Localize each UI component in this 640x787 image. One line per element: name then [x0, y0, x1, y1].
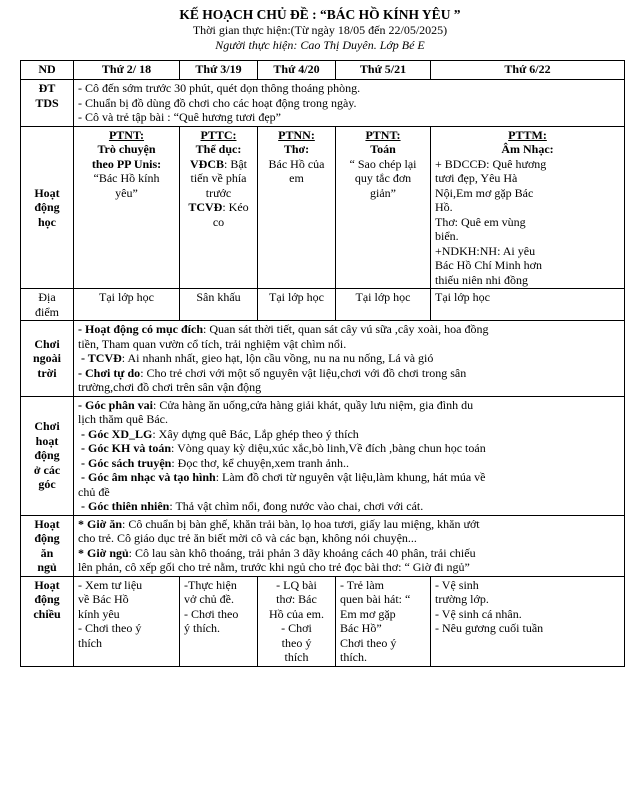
document-header [0, 0, 640, 53]
row-label-dttds: ĐT TDS [21, 80, 74, 127]
table-header-row [21, 61, 625, 80]
row-label-choi-ngoai-troi: Chơi ngoài trời [21, 321, 74, 397]
outdoor-play-content: - Hoạt động có mục đích: Quan sát thời tiết, quan sát cây vú sữa ,cây xoài, hoa đồng tiền, Tham quan vườn cổ tích, trải nghiệm vật chìm nổi. - TCVĐ: Ai nhanh nhất, gieo hạt, lộn cầu vồng, nu na nu nống, Lá và gió - Chơi tự do: Cho trẻ chơi với một số nguyên vật liệu,chơi với đồ chơi trong sân trường,chơi đồ chơi trên sân vận động [74, 321, 625, 397]
location-tue: Sân khấu [180, 289, 258, 321]
row-choi-ngoai-troi [21, 321, 625, 397]
afternoon-fri: - Vệ sinh trường lớp. - Vệ sinh cá nhân. - Nêu gương cuối tuần [431, 576, 625, 666]
row-label-an-ngu: Hoạt động ăn ngủ [21, 515, 74, 576]
teacher-line [0, 38, 640, 53]
col-header-nd: ND [21, 61, 74, 80]
col-header-tue: Thứ 3/19 [180, 61, 258, 80]
location-wed: Tại lớp học [258, 289, 336, 321]
row-choi-goc [21, 396, 625, 515]
row-don-tre [21, 80, 625, 127]
location-thu: Tại lớp học [336, 289, 431, 321]
lesson-wed: PTNN: Thơ: Bác Hồ của em [258, 126, 336, 289]
eat-sleep-content: * Giờ ăn: Cô chuẩn bị bàn ghế, khăn trải bàn, lọ hoa tươi, giấy lau miệng, khăn ướt cho trẻ. Cô giáo dục trẻ ăn biết mời cô và các bạn, không nói chuyện... * Giờ ngủ: Cô lau sàn khô thoáng, trải phản 3 dãy khoảng cách 40 phân, trải chiếu lên phản, cô xếp gối cho trẻ nằm, trước khi ngủ cho trẻ đọc bài thơ: “ Giờ đi ngủ” [74, 515, 625, 576]
col-header-fri: Thứ 6/22 [431, 61, 625, 80]
row-label-hoat-dong-chieu: Hoạt động chiều [21, 576, 74, 666]
row-hoat-dong-hoc [21, 126, 625, 289]
row-label-choi-goc: Chơi hoạt động ở các góc [21, 396, 74, 515]
lesson-fri: PTTM: Âm Nhạc: + BDCCĐ: Quê hương tươi đẹp, Yêu Hà Nội,Em mơ gặp Bác Hồ. Thơ: Quê em vùng biển. +NDKH:NH: Ai yêu Bác Hồ Chí Minh hơn thiếu niên nhi đồng [431, 126, 625, 289]
col-header-wed: Thứ 4/20 [258, 61, 336, 80]
corner-play-content: - Góc phân vai: Cửa hàng ăn uống,cửa hàng giải khát, quầy lưu niệm, gia đình du lịch thăm quê Bác. - Góc XD_LG: Xây dựng quê Bác, Lắp ghép theo ý thích - Góc KH và toán: Vòng quay kỳ diệu,xúc xắc,bò linh,Về đích ,bàng chun học toán - Góc sách truyện: Đọc thơ, kể chuyện,xem tranh ảnh.. - Góc âm nhạc và tạo hình: Làm đồ chơi từ nguyên vật liệu,làm khung, hát múa về chủ đề - Góc thiên nhiên: Thả vật chìm nổi, đong nước vào chai, chơi với cát. [74, 396, 625, 515]
row-label-hoat-dong-hoc: Hoạt động học [21, 126, 74, 289]
dttds-content: - Cô đến sớm trước 30 phút, quét dọn thông thoáng phòng. - Chuẩn bị đồ dùng đồ chơi cho các hoạt động trong ngày. - Cô và trẻ tập bài : “Quê hương tươi đẹp” [74, 80, 625, 127]
afternoon-mon: - Xem tư liệu về Bác Hồ kính yêu - Chơi theo ý thích [74, 576, 180, 666]
row-dia-diem [21, 289, 625, 321]
col-header-mon: Thứ 2/ 18 [74, 61, 180, 80]
afternoon-tue: -Thực hiện vở chủ đề. - Chơi theo ý thích. [180, 576, 258, 666]
plan-title: KẾ HOẠCH CHỦ ĐỀ : “BÁC HỒ KÍNH YÊU ” [179, 7, 461, 22]
row-hoat-dong-chieu [21, 576, 625, 666]
row-an-ngu [21, 515, 625, 576]
lesson-mon: PTNT: Trò chuyện theo PP Unis: “Bác Hồ kính yêu” [74, 126, 180, 289]
location-fri: Tại lớp học [431, 289, 625, 321]
lesson-thu: PTNT: Toán “ Sao chép lại quy tắc đơn giản” [336, 126, 431, 289]
row-label-dia-diem: Địa điểm [21, 289, 74, 321]
weekly-plan-table [20, 60, 625, 667]
col-header-thu: Thứ 5/21 [336, 61, 431, 80]
teacher-text: Người thực hiện: Cao Thị Duyên. Lớp Bé E [215, 38, 425, 52]
afternoon-thu: - Trẻ làm quen bài hát: “ Em mơ gặp Bác Hồ” Chơi theo ý thích. [336, 576, 431, 666]
afternoon-wed: - LQ bài thơ: Bác Hồ của em. - Chơi theo ý thích [258, 576, 336, 666]
location-mon: Tại lớp học [74, 289, 180, 321]
time-range: Thời gian thực hiện:(Từ ngày 18/05 đến 22/05/2025) [192, 23, 448, 37]
lesson-tue: PTTC: Thể dục: VĐCB: Bật tiến về phía trước TCVĐ: Kéo co [180, 126, 258, 289]
